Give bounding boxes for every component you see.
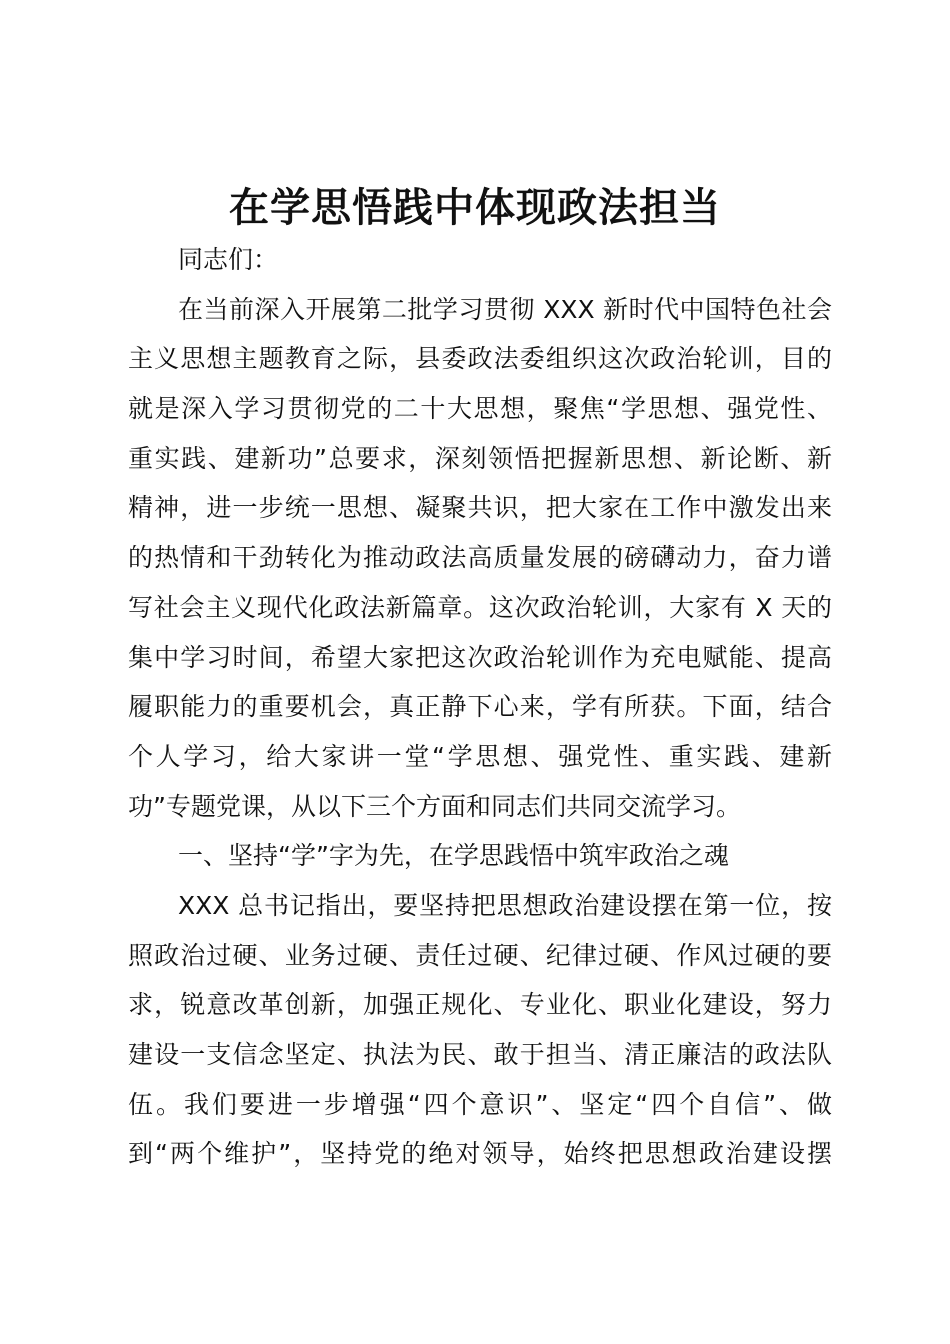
text-line: 功”专题党课，从以下三个方面和同志们共同交流学习。 — [128, 791, 741, 821]
document-title: 在学思悟践中体现政法担当 — [229, 184, 721, 231]
document-body — [128, 235, 832, 1179]
text-line: 个人学习，给大家讲一堂“学思想、强党性、重实践、建新 — [128, 741, 832, 771]
text-line: 到“两个维护”，坚持党的绝对领导，始终把思想政治建设摆 — [128, 1139, 832, 1169]
text-line: 写社会主义现代化政法新篇章。这次政治轮训，大家有 X 天的 — [128, 592, 832, 622]
text-line: 一、坚持“学”字为先，在学思践悟中筑牢政治之魂 — [178, 841, 729, 871]
text-line: 伍。我们要进一步增强“四个意识”、坚定“四个自信”、做 — [128, 1089, 832, 1119]
text-line: 建设一支信念坚定、执法为民、敢于担当、清正廉洁的政法队 — [128, 1040, 832, 1069]
text-line: XXX 总书记指出，要坚持把思想政治建设摆在第一位，按 — [178, 890, 832, 920]
text-line: 重实践、建新功”总要求，深刻领悟把握新思想、新论断、新 — [128, 443, 832, 473]
text-line: 照政治过硬、业务过硬、责任过硬、纪律过硬、作风过硬的要 — [128, 940, 832, 970]
text-line: 主义思想主题教育之际，县委政法委组织这次政治轮训，目的 — [128, 344, 832, 374]
text-line: 的热情和干劲转化为推动政法高质量发展的磅礴动力，奋力谱 — [128, 543, 832, 573]
text-line: 履职能力的重要机会，真正静下心来，学有所获。下面，结合 — [128, 692, 832, 722]
text-line: 同志们： — [178, 245, 279, 274]
text-line: 精神，进一步统一思想、凝聚共识，把大家在工作中激发出来 — [128, 493, 832, 523]
text-line: 在当前深入开展第二批学习贯彻 XXX 新时代中国特色社会 — [178, 294, 832, 324]
text-line: 集中学习时间，希望大家把这次政治轮训作为充电赋能、提高 — [128, 642, 832, 672]
text-line: 求，锐意改革创新，加强正规化、专业化、职业化建设，努力 — [128, 990, 832, 1020]
text-line: 就是深入学习贯彻党的二十大思想，聚焦“学思想、强党性、 — [128, 394, 832, 424]
